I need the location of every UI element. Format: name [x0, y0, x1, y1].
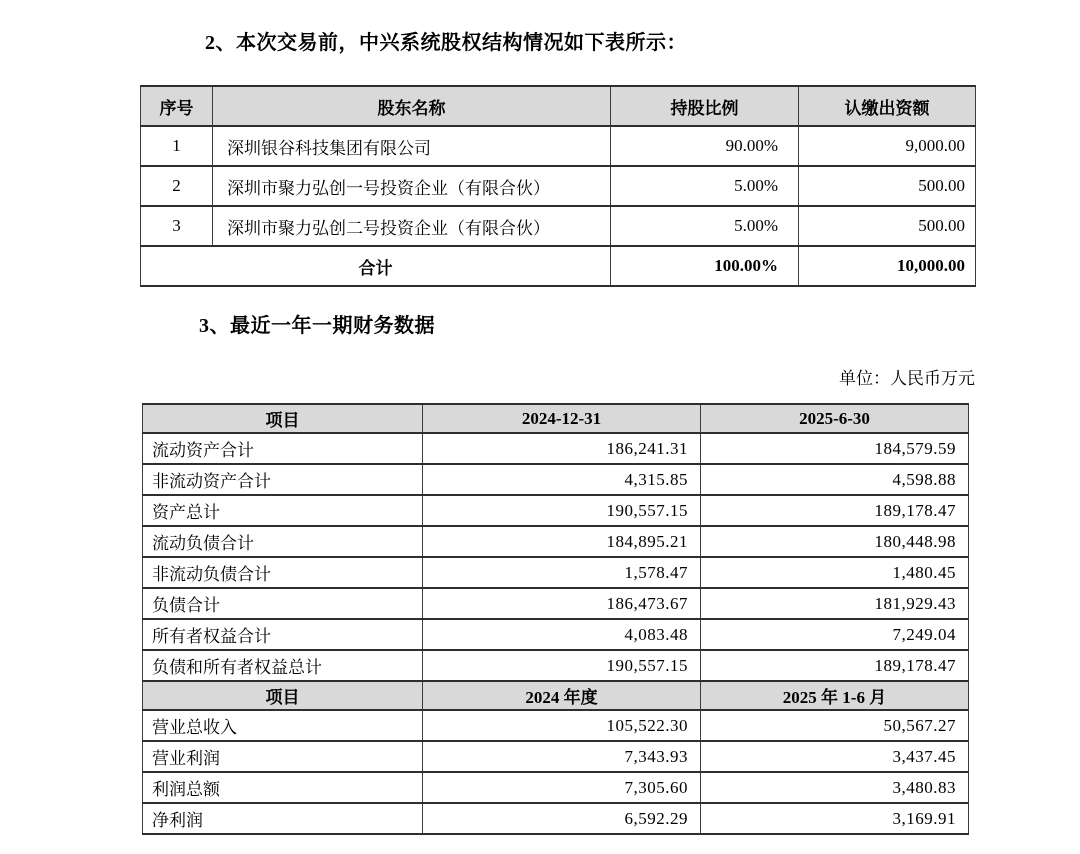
equity-row-1: [141, 126, 976, 166]
financial-data-table: [142, 403, 969, 835]
table-row: [143, 803, 969, 834]
table-row: [143, 464, 969, 495]
unit-note: 单位：人民币万元: [839, 369, 975, 388]
balance-header-2025: 2025-6-30: [701, 404, 969, 433]
cell-value-2025: 7,249.04: [701, 619, 969, 650]
balance-header-2024: 2024-12-31: [423, 404, 701, 433]
cell-shareholder: 深圳市聚力弘创一号投资企业（有限合伙）: [213, 166, 611, 206]
cell-value-2024: 186,473.67: [423, 588, 701, 619]
cell-capital: 500.00: [799, 166, 976, 206]
cell-no: 2: [141, 166, 213, 206]
cell-value-2024: 7,343.93: [423, 741, 701, 772]
cell-capital: 9,000.00: [799, 126, 976, 166]
cell-value-2024: 184,895.21: [423, 526, 701, 557]
cell-value-2024: 7,305.60: [423, 772, 701, 803]
cell-total-label: 合计: [141, 246, 611, 286]
cell-item: 净利润: [143, 803, 423, 834]
cell-value-2024: 190,557.15: [423, 495, 701, 526]
cell-value-2025: 189,178.47: [701, 650, 969, 681]
equity-header-row: [141, 86, 976, 126]
cell-value-2025: 3,437.45: [701, 741, 969, 772]
cell-value-2025: 3,480.83: [701, 772, 969, 803]
table-row: [143, 710, 969, 741]
table-row: [143, 526, 969, 557]
table-row: [143, 557, 969, 588]
equity-header-ratio: 持股比例: [611, 86, 799, 126]
table-row: [143, 650, 969, 681]
cell-ratio: 5.00%: [611, 206, 799, 246]
equity-total-row: [141, 246, 976, 286]
cell-no: 3: [141, 206, 213, 246]
section-heading-equity: 2、本次交易前，中兴系统股权结构情况如下表所示：: [205, 32, 687, 54]
table-row: [143, 619, 969, 650]
cell-item: 营业利润: [143, 741, 423, 772]
cell-value-2024: 4,083.48: [423, 619, 701, 650]
cell-item: 资产总计: [143, 495, 423, 526]
cell-item: 利润总额: [143, 772, 423, 803]
cell-total-ratio: 100.00%: [611, 246, 799, 286]
equity-structure-table: [140, 85, 976, 287]
equity-header-shareholder: 股东名称: [213, 86, 611, 126]
income-header-2025: 2025 年 1-6 月: [701, 681, 969, 710]
cell-value-2024: 4,315.85: [423, 464, 701, 495]
cell-value-2025: 3,169.91: [701, 803, 969, 834]
table-row: [143, 772, 969, 803]
cell-value-2025: 181,929.43: [701, 588, 969, 619]
cell-no: 1: [141, 126, 213, 166]
table-row: [143, 433, 969, 464]
cell-item: 负债合计: [143, 588, 423, 619]
cell-ratio: 5.00%: [611, 166, 799, 206]
balance-header-row: [143, 404, 969, 433]
cell-item: 流动资产合计: [143, 433, 423, 464]
cell-value-2024: 1,578.47: [423, 557, 701, 588]
cell-shareholder: 深圳银谷科技集团有限公司: [213, 126, 611, 166]
cell-value-2025: 1,480.45: [701, 557, 969, 588]
balance-header-item: 项目: [143, 404, 423, 433]
cell-value-2025: 4,598.88: [701, 464, 969, 495]
equity-row-3: [141, 206, 976, 246]
cell-value-2024: 186,241.31: [423, 433, 701, 464]
equity-header-capital: 认缴出资额: [799, 86, 976, 126]
cell-item: 营业总收入: [143, 710, 423, 741]
cell-value-2024: 190,557.15: [423, 650, 701, 681]
cell-value-2024: 105,522.30: [423, 710, 701, 741]
cell-item: 流动负债合计: [143, 526, 423, 557]
section-heading-financial: 3、最近一年一期财务数据: [199, 315, 435, 337]
income-header-row: [143, 681, 969, 710]
cell-item: 所有者权益合计: [143, 619, 423, 650]
income-header-2024: 2024 年度: [423, 681, 701, 710]
cell-total-capital: 10,000.00: [799, 246, 976, 286]
cell-item: 负债和所有者权益总计: [143, 650, 423, 681]
income-header-item: 项目: [143, 681, 423, 710]
cell-value-2025: 189,178.47: [701, 495, 969, 526]
cell-value-2024: 6,592.29: [423, 803, 701, 834]
table-row: [143, 588, 969, 619]
cell-capital: 500.00: [799, 206, 976, 246]
table-row: [143, 741, 969, 772]
cell-item: 非流动资产合计: [143, 464, 423, 495]
cell-value-2025: 50,567.27: [701, 710, 969, 741]
equity-header-no: 序号: [141, 86, 213, 126]
cell-value-2025: 180,448.98: [701, 526, 969, 557]
cell-item: 非流动负债合计: [143, 557, 423, 588]
equity-row-2: [141, 166, 976, 206]
cell-shareholder: 深圳市聚力弘创二号投资企业（有限合伙）: [213, 206, 611, 246]
cell-value-2025: 184,579.59: [701, 433, 969, 464]
table-row: [143, 495, 969, 526]
cell-ratio: 90.00%: [611, 126, 799, 166]
